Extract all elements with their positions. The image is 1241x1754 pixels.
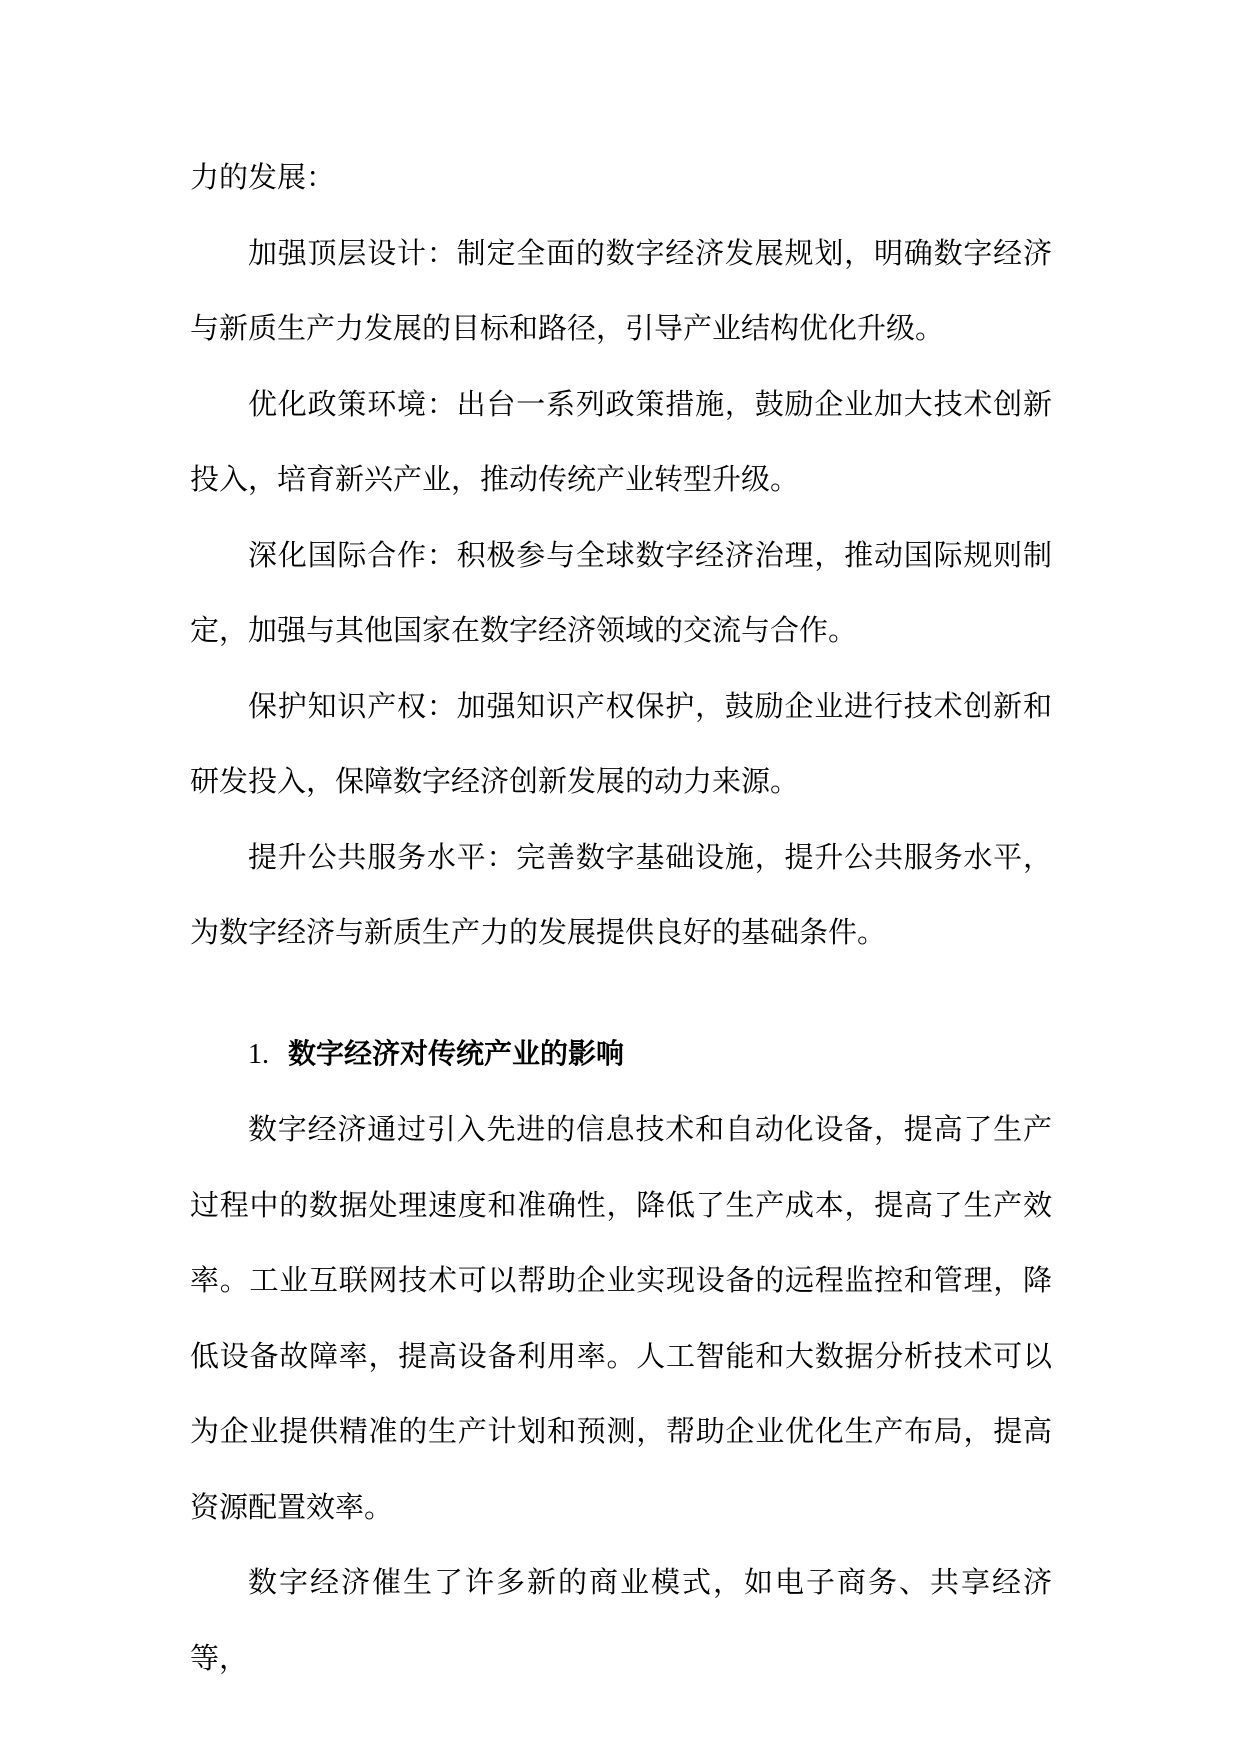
section-number: 1. [248,1038,269,1070]
paragraph-top-level-design: 加强顶层设计：制定全面的数字经济发展规划，明确数字经济与新质生产力发展的目标和路径，引导产业结构优化升级。 [190,235,1052,345]
document-page [190,140,1052,1696]
paragraph-continuation: 力的发展： [190,160,336,194]
paragraph-intellectual-property: 保护知识产权：加强知识产权保护，鼓励企业进行技术创新和研发投入，保障数字经济创新发展的动力来源。 [190,688,1052,798]
paragraph-policy-environment: 优化政策环境：出台一系列政策措施，鼓励企业加大技术创新投入，培育新兴产业，推动传统产业转型升级。 [190,386,1052,496]
paragraph-new-business-models: 数字经济催生了许多新的商业模式，如电子商务、共享经济等， [190,1565,1052,1675]
section-title: 数字经济对传统产业的影响 [288,1036,625,1070]
paragraph-traditional-industry-impact: 数字经济通过引入先进的信息技术和自动化设备，提高了生产过程中的数据处理速度和准确性，降低了生产成本，提高了生产效率。工业互联网技术可以帮助企业实现设备的远程监控和管理，降低设备故障率，提高设备利用率。人工智能和大数据分析技术可以为企业提供精准的生产计划和预测，帮助企业优化生产布局，提高资源配置效率。 [190,1112,1052,1524]
section-heading [190,1016,1052,1093]
paragraph-public-services: 提升公共服务水平：完善数字基础设施，提升公共服务水平，为数字经济与新质生产力的发展提供良好的基础条件。 [190,839,1052,949]
paragraph-international-cooperation: 深化国际合作：积极参与全球数字经济治理，推动国际规则制定，加强与其他国家在数字经济领域的交流与合作。 [190,537,1052,647]
